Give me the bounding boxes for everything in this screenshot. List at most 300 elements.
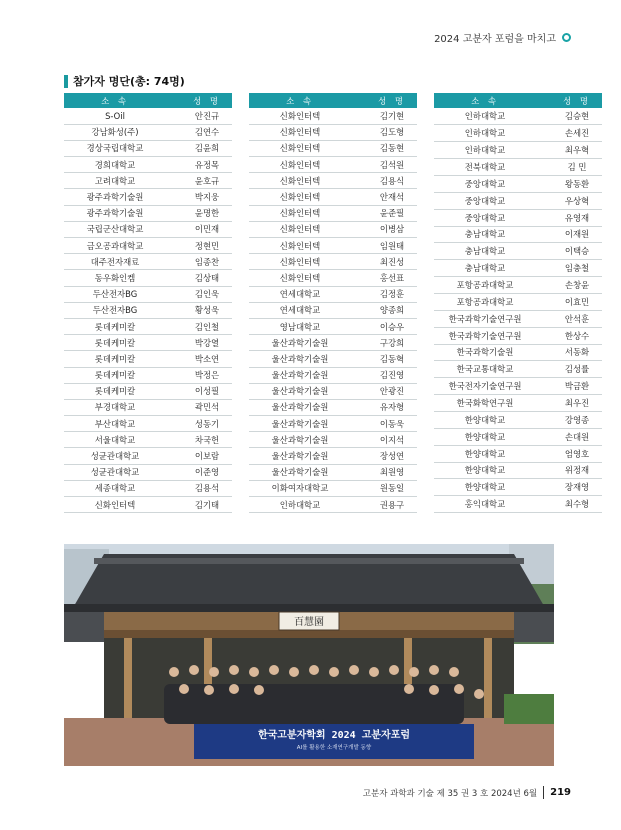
table-row [249,448,417,464]
affiliation-cell: 이화여자대학교 [249,480,351,496]
name-cell: 임원태 [367,238,417,254]
affiliation-cell: 신화인터텍 [249,221,351,237]
table-header-row [249,93,417,108]
table-row [64,140,232,156]
cell-gap [166,367,182,383]
name-cell: 유자형 [367,399,417,415]
table-row [434,428,602,445]
table-row [434,142,602,159]
table-row [434,260,602,277]
table-row [434,125,602,142]
affiliation-cell: 울산과학기술원 [249,399,351,415]
cell-gap [536,378,552,395]
affiliation-cell: 포항공과대학교 [434,277,536,294]
name-cell: 박강열 [182,335,232,351]
table-row [249,464,417,480]
cell-gap [351,124,367,140]
name-cell: 한상수 [552,327,602,344]
table-row [249,108,417,124]
table-row [249,140,417,156]
affiliation-cell: 연세대학교 [249,302,351,318]
cell-gap [536,243,552,260]
affiliation-cell: 롯데케미칼 [64,335,166,351]
cell-gap [166,157,182,173]
name-cell: 이보람 [182,448,232,464]
affiliation-cell: S-Oil [64,108,166,124]
affiliation-cell: 신화인터텍 [249,108,351,124]
name-cell: 이병삼 [367,221,417,237]
affiliation-cell: 경희대학교 [64,157,166,173]
table-row [249,367,417,383]
affiliation-cell: 한양대학교 [434,411,536,428]
affiliation-cell: 광주과학기술원 [64,189,166,205]
cell-gap [166,140,182,156]
name-cell: 이동욱 [367,416,417,432]
table-row [434,344,602,361]
table-row [434,411,602,428]
affiliation-cell: 강남화성(주) [64,124,166,140]
affiliation-cell: 포항공과대학교 [434,293,536,310]
name-cell: 박소연 [182,351,232,367]
cell-gap [351,157,367,173]
table-row [249,205,417,221]
name-cell: 김윤희 [182,140,232,156]
cell-gap [166,399,182,415]
table-row [434,293,602,310]
table-row [249,383,417,399]
name-cell: 최우진 [552,395,602,412]
name-cell: 임충철 [552,260,602,277]
affiliation-cell: 울산과학기술원 [249,335,351,351]
table-row [434,159,602,176]
table-row [64,254,232,270]
affiliation-cell: 한국화학연구원 [434,395,536,412]
cell-gap [351,286,367,302]
name-cell: 박정은 [182,367,232,383]
cell-gap [166,497,182,513]
table-row [64,416,232,432]
affiliation-cell: 신화인터텍 [249,124,351,140]
name-cell: 이지석 [367,432,417,448]
participant-table-3 [434,93,602,513]
table-row [64,448,232,464]
name-cell: 이민재 [182,221,232,237]
table-row [434,462,602,479]
cell-gap [166,108,182,124]
cell-gap [536,411,552,428]
affiliation-cell: 연세대학교 [249,286,351,302]
table-row [249,221,417,237]
cell-gap [536,226,552,243]
affiliation-cell: 서울대학교 [64,432,166,448]
table-row [64,318,232,334]
table-row [64,480,232,496]
group-photo-illustration [64,544,554,766]
affiliation-cell: 충남대학교 [434,243,536,260]
table-row [249,254,417,270]
name-cell: 우상혁 [552,192,602,209]
pavilion-sign: 百慧園 [294,617,324,628]
cell-gap [166,189,182,205]
cell-gap [351,497,367,513]
table-row [249,351,417,367]
affiliation-cell: 세종대학교 [64,480,166,496]
header-gap [166,93,182,108]
cell-gap [536,159,552,176]
affiliation-cell: 한국과학기술원 [434,344,536,361]
cell-gap [166,464,182,480]
table-row [434,327,602,344]
table-row [434,209,602,226]
affiliation-cell: 신화인터텍 [249,205,351,221]
cell-gap [536,293,552,310]
affiliation-cell: 한국전자기술연구원 [434,378,536,395]
table-row [249,480,417,496]
name-cell: 손세진 [552,125,602,142]
header-title: 2024 고분자 포럼을 마치고 [434,34,556,45]
cell-gap [166,383,182,399]
affiliation-header: 소 속 [434,93,536,108]
name-cell: 성동기 [182,416,232,432]
name-cell: 김정훈 [367,286,417,302]
cell-gap [166,205,182,221]
table-row [249,335,417,351]
table-row [64,189,232,205]
affiliation-cell: 롯데케미칼 [64,318,166,334]
name-cell: 최진성 [367,254,417,270]
name-cell: 김용식 [367,173,417,189]
table-row [434,175,602,192]
table-row [434,496,602,513]
name-cell: 김동혁 [367,351,417,367]
cell-gap [166,254,182,270]
affiliation-cell: 울산과학기술원 [249,432,351,448]
table-row [249,432,417,448]
affiliation-cell: 국립군산대학교 [64,221,166,237]
name-cell: 김인철 [182,318,232,334]
cell-gap [351,108,367,124]
affiliation-header: 소 속 [249,93,351,108]
table-row [249,270,417,286]
participant-table-2 [249,93,417,513]
name-cell: 김상태 [182,270,232,286]
cell-gap [166,448,182,464]
name-cell: 안광진 [367,383,417,399]
cell-gap [351,189,367,205]
table-row [434,192,602,209]
cell-gap [536,479,552,496]
affiliation-cell: 성균관대학교 [64,464,166,480]
name-cell: 황성욱 [182,302,232,318]
cell-gap [536,496,552,513]
cell-gap [351,416,367,432]
name-cell: 유영재 [552,209,602,226]
cell-gap [351,432,367,448]
name-cell: 강영종 [552,411,602,428]
cell-gap [536,192,552,209]
table-row [249,173,417,189]
affiliation-cell: 한양대학교 [434,479,536,496]
cell-gap [351,480,367,496]
cell-gap [166,238,182,254]
name-cell: 김석원 [367,157,417,173]
cell-gap [166,432,182,448]
name-cell: 장재영 [552,479,602,496]
cell-gap [351,238,367,254]
table-row [64,205,232,221]
name-cell: 권용구 [367,497,417,513]
table-row [434,226,602,243]
affiliation-cell: 금오공과대학교 [64,238,166,254]
affiliation-cell: 롯데케미칼 [64,351,166,367]
cell-gap [536,462,552,479]
name-cell: 위정재 [552,462,602,479]
cell-gap [166,173,182,189]
cell-gap [166,335,182,351]
table-row [64,432,232,448]
name-cell: 윤준필 [367,205,417,221]
affiliation-cell: 부경대학교 [64,399,166,415]
affiliation-cell: 한국교통대학교 [434,361,536,378]
participant-table-1 [64,93,232,513]
table-row [434,277,602,294]
affiliation-cell: 한국과학기술연구원 [434,310,536,327]
participant-tables [64,93,602,513]
name-cell: 유정목 [182,157,232,173]
table-row [249,416,417,432]
cell-gap [536,310,552,327]
table-row [434,361,602,378]
table-row [434,479,602,496]
cell-gap [536,361,552,378]
cell-gap [536,108,552,125]
affiliation-cell: 인하대학교 [434,125,536,142]
banner-title: 한국고분자학회 2024 고분자포럼 [257,730,411,741]
cell-gap [536,445,552,462]
table-row [434,395,602,412]
circle-bullet-icon [562,33,571,42]
table-row [64,286,232,302]
affiliation-cell: 울산과학기술원 [249,367,351,383]
name-cell: 차국헌 [182,432,232,448]
name-cell: 원동일 [367,480,417,496]
affiliation-cell: 전북대학교 [434,159,536,176]
name-cell: 김용석 [182,480,232,496]
affiliation-cell: 한양대학교 [434,445,536,462]
affiliation-cell: 신화인터텍 [249,140,351,156]
table-row [64,221,232,237]
table-header-row [434,93,602,108]
table-header-row [64,93,232,108]
table-row [64,335,232,351]
name-cell: 박금환 [552,378,602,395]
affiliation-cell: 인하대학교 [434,108,536,125]
affiliation-cell: 중앙대학교 [434,209,536,226]
table-row [249,157,417,173]
name-cell: 김인욱 [182,286,232,302]
name-header: 성 명 [552,93,602,108]
cell-gap [166,286,182,302]
name-cell: 손창윤 [552,277,602,294]
name-cell: 임종찬 [182,254,232,270]
name-cell: 윤명한 [182,205,232,221]
table-row [249,189,417,205]
table-row [249,238,417,254]
table-row [434,108,602,125]
cell-gap [536,395,552,412]
affiliation-cell: 대주전자재료 [64,254,166,270]
cell-gap [351,351,367,367]
cell-gap [536,428,552,445]
cell-gap [351,140,367,156]
cell-gap [166,318,182,334]
affiliation-cell: 울산과학기술원 [249,448,351,464]
table-row [64,238,232,254]
affiliation-cell: 홍익대학교 [434,496,536,513]
cell-gap [351,173,367,189]
table-row [64,497,232,513]
name-cell: 이효민 [552,293,602,310]
affiliation-cell: 신화인터텍 [249,189,351,205]
cell-gap [536,277,552,294]
cell-gap [536,209,552,226]
table-row [249,302,417,318]
name-cell: 이재원 [552,226,602,243]
affiliation-cell: 한국과학기술연구원 [434,327,536,344]
table-row [434,310,602,327]
cell-gap [351,254,367,270]
footer-separator [543,786,544,799]
affiliation-cell: 신화인터텍 [249,157,351,173]
table-row [434,378,602,395]
affiliation-cell: 광주과학기술원 [64,205,166,221]
name-cell: 김기현 [367,108,417,124]
table-row [64,302,232,318]
affiliation-cell: 인하대학교 [249,497,351,513]
affiliation-cell: 울산과학기술원 [249,464,351,480]
table-row [64,270,232,286]
cell-gap [351,464,367,480]
affiliation-cell: 중앙대학교 [434,175,536,192]
table-row [64,173,232,189]
cell-gap [351,383,367,399]
name-cell: 김기태 [182,497,232,513]
name-header: 성 명 [182,93,232,108]
name-cell: 안진규 [182,108,232,124]
affiliation-cell: 신화인터텍 [64,497,166,513]
name-cell: 최수형 [552,496,602,513]
table-row [434,243,602,260]
name-cell: 안석훈 [552,310,602,327]
affiliation-cell: 한양대학교 [434,428,536,445]
cell-gap [536,260,552,277]
cell-gap [351,399,367,415]
name-cell: 윤호규 [182,173,232,189]
affiliation-header: 소 속 [64,93,166,108]
affiliation-cell: 울산과학기술원 [249,351,351,367]
cell-gap [351,367,367,383]
cell-gap [536,327,552,344]
section-title [64,73,185,89]
page-header [434,30,571,45]
cell-gap [166,416,182,432]
header-gap [536,93,552,108]
name-cell: 이준영 [182,464,232,480]
name-cell: 박지웅 [182,189,232,205]
affiliation-cell: 울산과학기술원 [249,416,351,432]
affiliation-cell: 롯데케미칼 [64,367,166,383]
cell-gap [351,335,367,351]
affiliation-cell: 두산전자BG [64,302,166,318]
name-cell: 김동현 [367,140,417,156]
name-header: 성 명 [367,93,417,108]
cell-gap [536,175,552,192]
name-cell: 장성연 [367,448,417,464]
name-cell: 김도형 [367,124,417,140]
table-row [64,383,232,399]
cell-gap [351,270,367,286]
affiliation-cell: 한양대학교 [434,462,536,479]
table-row [64,351,232,367]
table-row [249,318,417,334]
cell-gap [351,221,367,237]
cell-gap [536,344,552,361]
name-cell: 안재석 [367,189,417,205]
page-footer [363,786,571,799]
name-cell: 정현민 [182,238,232,254]
cell-gap [351,448,367,464]
table-row [64,108,232,124]
name-cell: 왕동환 [552,175,602,192]
name-cell: 김성률 [552,361,602,378]
name-cell: 엄영호 [552,445,602,462]
cell-gap [166,480,182,496]
table-row [249,399,417,415]
name-cell: 이성필 [182,383,232,399]
page-number: 219 [550,787,571,798]
name-cell: 양종희 [367,302,417,318]
affiliation-cell: 동우화인켐 [64,270,166,286]
cell-gap [536,125,552,142]
name-cell: 김진영 [367,367,417,383]
cell-gap [166,124,182,140]
affiliation-cell: 인하대학교 [434,142,536,159]
affiliation-cell: 성균관대학교 [64,448,166,464]
cell-gap [536,142,552,159]
name-cell: 김 민 [552,159,602,176]
affiliation-cell: 신화인터텍 [249,270,351,286]
cell-gap [166,270,182,286]
name-cell: 최우혁 [552,142,602,159]
cell-gap [166,351,182,367]
affiliation-cell: 영남대학교 [249,318,351,334]
affiliation-cell: 충남대학교 [434,226,536,243]
affiliation-cell: 신화인터텍 [249,254,351,270]
group-photo [64,544,554,766]
affiliation-cell: 신화인터텍 [249,238,351,254]
table-row [64,157,232,173]
affiliation-cell: 충남대학교 [434,260,536,277]
participants-title: 참가자 명단(총: 74명) [73,75,185,88]
journal-info: 고분자 과학과 기술 제 35 권 3 호 2024년 6월 [362,788,538,799]
affiliation-cell: 중앙대학교 [434,192,536,209]
affiliation-cell: 고려대학교 [64,173,166,189]
affiliation-cell: 울산과학기술원 [249,383,351,399]
affiliation-cell: 부산대학교 [64,416,166,432]
name-cell: 서동화 [552,344,602,361]
table-row [64,367,232,383]
name-cell: 곽민석 [182,399,232,415]
